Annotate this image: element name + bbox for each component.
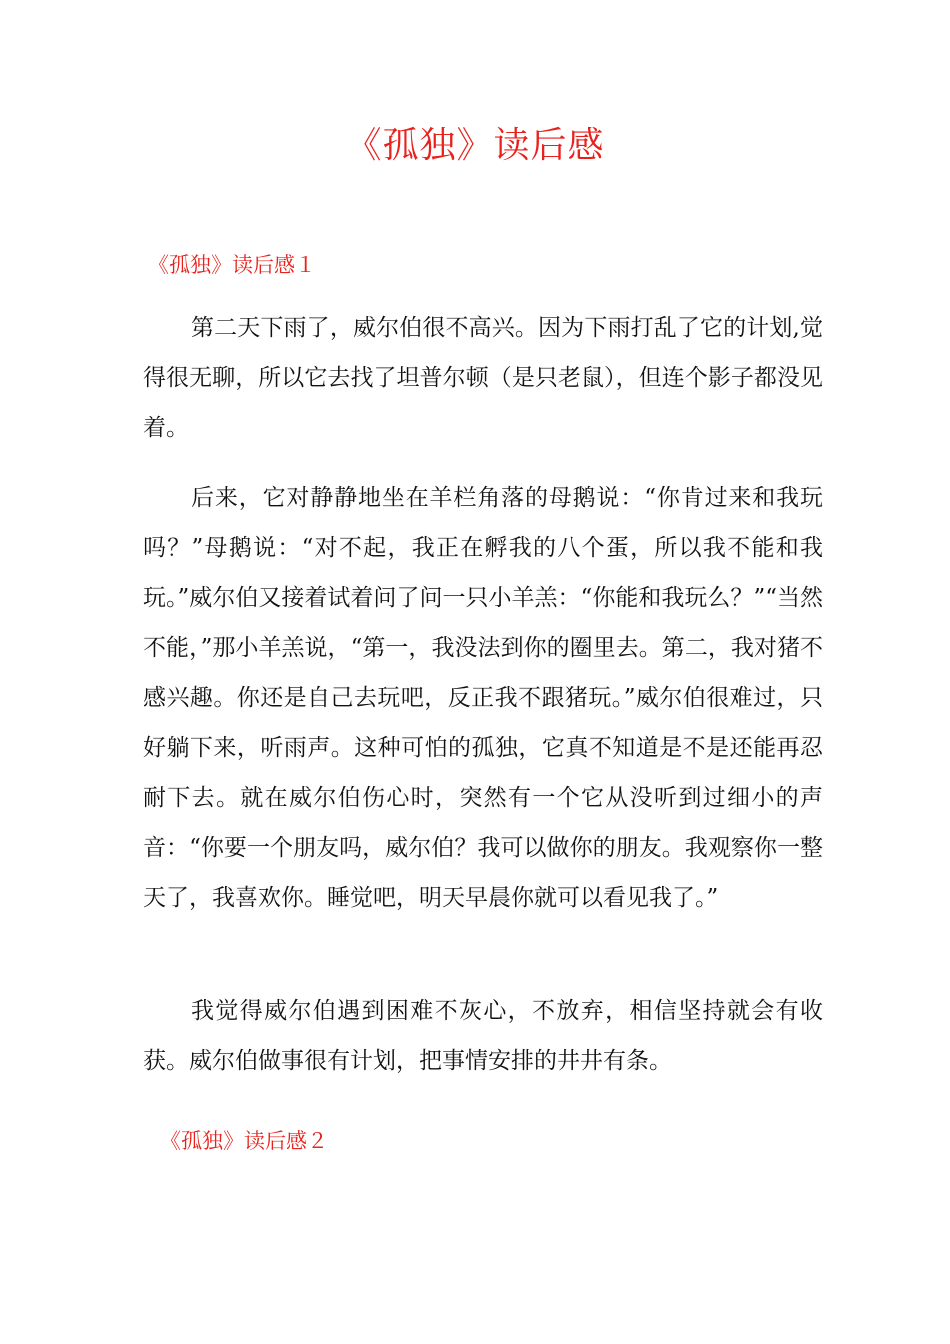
document-title: 《孤独》读后感 [345, 125, 605, 166]
section-heading-2: 《孤独》读后感２ [160, 1129, 328, 1153]
paragraph-2: 后来，它对静静地坐在羊栏角落的母鹅说：“你肯过来和我玩吗？”母鹅说：“对不起，我正在孵我的八个蛋，所以我不能和我玩。”威尔伯又接着试着问了问一只小羊羔：“你能和我玩么？”“当然不能，”那小羊羔说，“第一，我没法到你的圈里去。第二，我对猪不感兴趣。你还是自己去玩吧，反正我不跟猪玩。”威尔伯很难过，只好躺下来，听雨声。这种可怕的孤独，它真不知道是不是还能再忍耐下去。就在威尔伯伤心时，突然有一个它从没听到过细小的声音：“你要一个朋友吗，威尔伯？我可以做你的朋友。我观察你一整天了，我喜欢你。睡觉吧，明天早晨你就可以看见我了。” [143, 485, 823, 911]
paragraph-1: 第二天下雨了，威尔伯很不高兴。因为下雨打乱了它的计划,觉得很无聊，所以它去找了坦普尔顿（是只老鼠），但连个影子都没见着。 [143, 315, 823, 441]
paragraph-3: 我觉得威尔伯遇到困难不灰心，不放弃，相信坚持就会有收获。威尔伯做事很有计划，把事情安排的井井有条。 [143, 998, 823, 1074]
section-heading-1: 《孤独》读后感１ [148, 253, 316, 277]
